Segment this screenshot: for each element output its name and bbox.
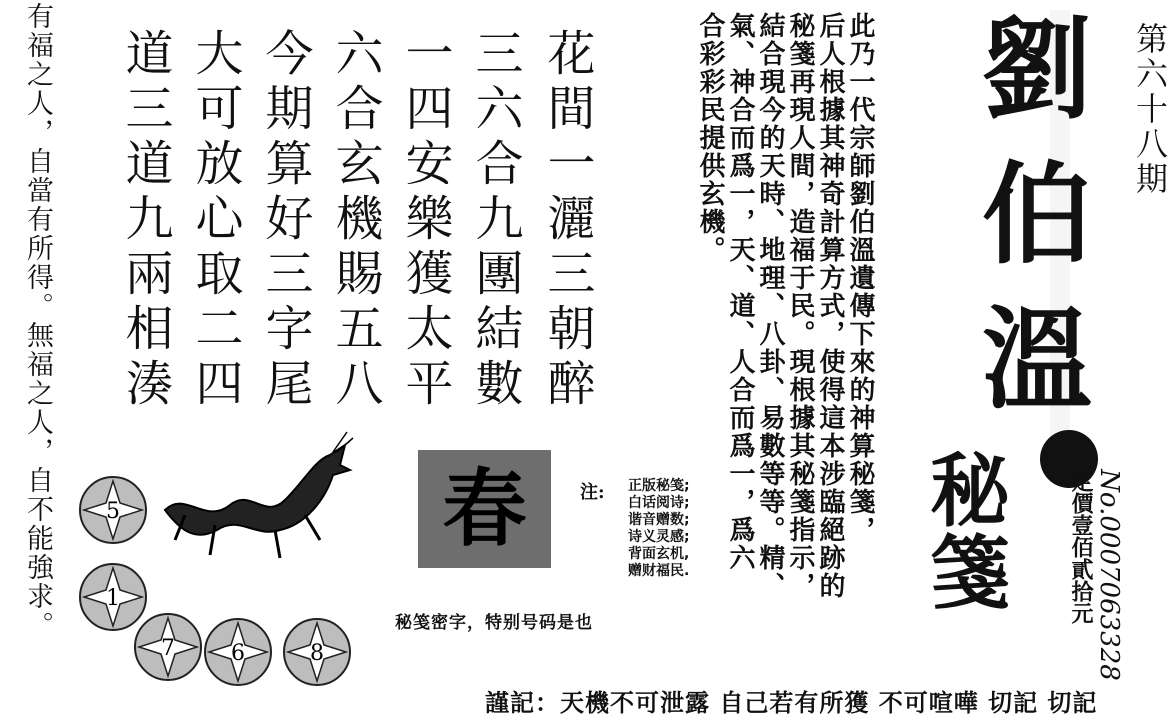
intro-column: 合彩彩民提供玄機。	[695, 12, 725, 264]
secret-line: 秘笺密字，特别号码是也	[395, 613, 593, 633]
number-ball	[282, 617, 352, 687]
number-ball	[203, 617, 273, 687]
intro-column: 后人根據其神奇計算方式，使得這本涉臨絕跡的	[815, 12, 845, 600]
ball-number: 8	[310, 641, 324, 666]
serial-number: No.0007063328	[1094, 469, 1125, 681]
spring-character-box	[418, 450, 551, 568]
note-line: 白话阅诗;	[628, 495, 690, 511]
poem-line-1: 花間一灑三朝醉	[539, 28, 595, 413]
brand-char: 伯	[982, 150, 1092, 279]
price-label: 定價壹佰貳拾元	[1068, 470, 1094, 624]
intro-column: 秘箋再現人間，造福于民。現根據其秘箋指示，	[785, 12, 815, 600]
poem-line-7: 道三道九兩相湊	[117, 28, 173, 413]
poem-line-3: 一四安樂獲太平	[397, 28, 453, 413]
notes-list	[628, 478, 690, 580]
ball-number: 6	[231, 641, 245, 666]
left-proverb: 有福之人，自當有所得。無福之人，自不能強求。	[22, 2, 53, 640]
number-ball	[133, 612, 203, 682]
spring-character: 春	[442, 459, 527, 558]
note-line: 赠财福民.	[628, 563, 690, 579]
ball-number: 5	[106, 499, 120, 524]
footer-warning: 謹記：天機不可泄露 自己若有所獲 不可喧嘩 切記 切記	[485, 688, 1098, 717]
brand-char: 溫	[982, 295, 1092, 424]
intro-column: 此乃一代宗師劉伯溫遺傳下來的神算秘箋，	[845, 12, 875, 544]
note-label: 注:	[580, 482, 605, 503]
issue-number: 第六十八期	[1131, 22, 1169, 197]
dragon-illustration	[155, 430, 355, 560]
note-line: 正版秘笺;	[628, 478, 690, 494]
poem-line-6: 大可放心取二四	[187, 28, 243, 413]
brand-char: 劉	[982, 5, 1092, 134]
note-line: 诗义灵感;	[628, 529, 690, 545]
number-ball	[78, 475, 148, 545]
poem-line-4: 六合玄機賜五八	[327, 28, 383, 413]
ball-number: 7	[161, 636, 175, 661]
poem-line-2: 三六合九團結數	[467, 28, 523, 413]
ball-number: 1	[106, 586, 120, 611]
note-line: 背面玄机,	[628, 546, 690, 562]
brand-title	[978, 5, 1096, 425]
intro-column: 結合現今的天時、地理、八卦、易數等等。精、	[755, 12, 785, 600]
intro-column: 氣、神合而爲一，天、道、人合而爲一，爲六	[725, 12, 755, 572]
note-line: 谐音赠数;	[628, 512, 690, 528]
subtitle: 秘箋	[930, 444, 1010, 620]
intro-text	[695, 12, 875, 612]
poem-line-5: 今期算好三字尾	[257, 28, 313, 413]
